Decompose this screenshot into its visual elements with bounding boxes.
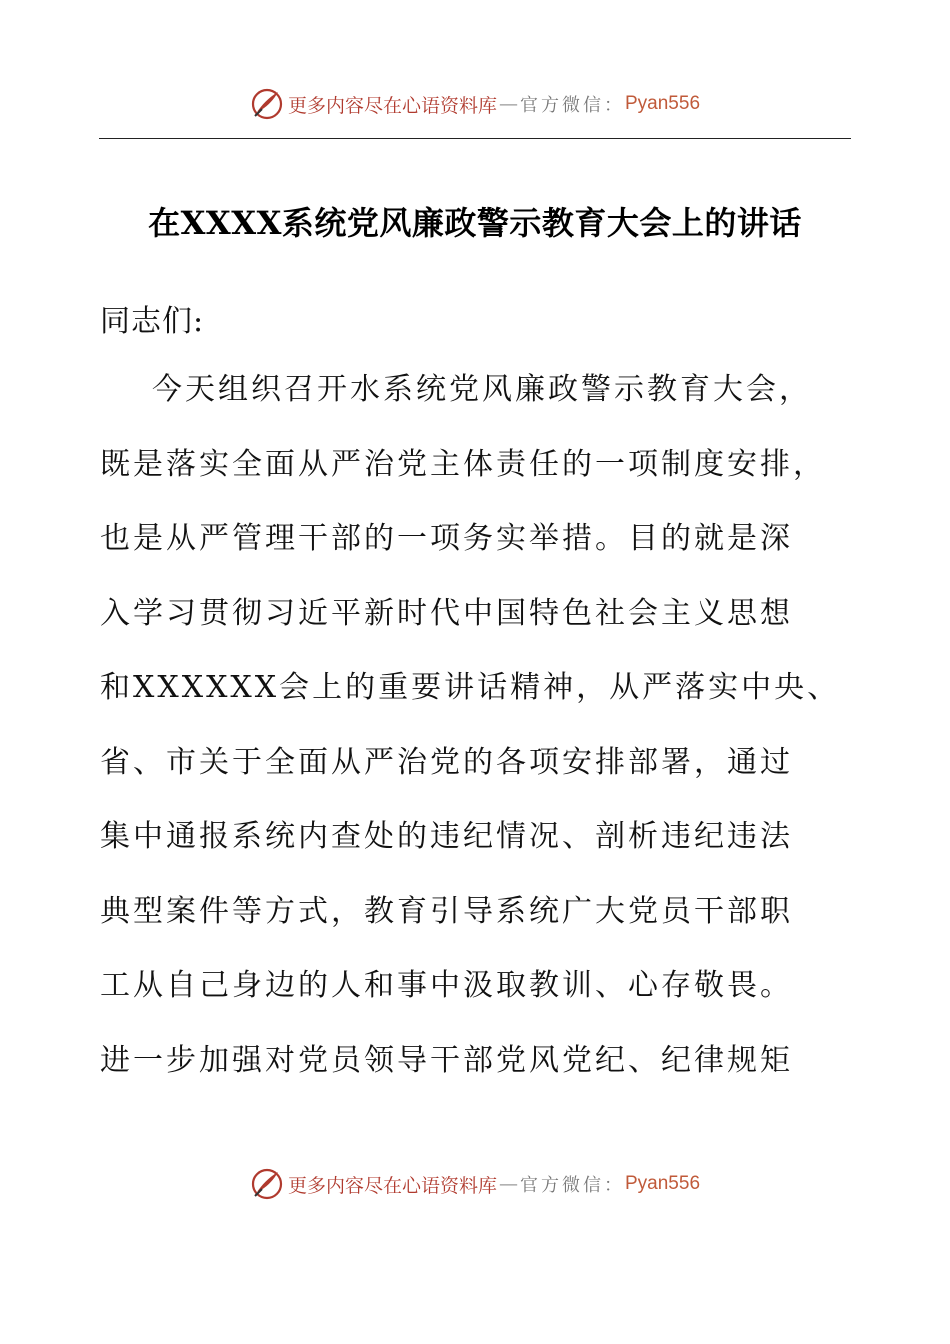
banner-wechat-id: Pyan556 xyxy=(625,93,701,114)
document-title: 在XXXX系统党风廉政警示教育大会上的讲话 xyxy=(148,204,802,242)
body-line: 入学习贯彻习近平新时代中国特色社会主义思想 xyxy=(100,595,793,631)
body-line: 集中通报系统内查处的违纪情况、剖析违纪违法 xyxy=(100,819,793,854)
banner-official-label: 官方微信： xyxy=(520,1175,625,1196)
body-line: 工从自己身边的人和事中汲取教训、心存敬畏。 xyxy=(100,968,793,1003)
banner-official-label: 官方微信： xyxy=(520,95,625,116)
body-line: 和XXXXXX会上的重要讲话精神，从严落实中央、 xyxy=(100,670,841,705)
banner-separator: — xyxy=(499,93,518,115)
body-line: 进一步加强对党员领导干部党风党纪、纪律规矩 xyxy=(100,1042,793,1078)
header-divider xyxy=(99,138,851,139)
quill-pen-circle-icon xyxy=(250,1167,284,1201)
header-banner xyxy=(0,84,950,124)
banner-site-text: 更多内容尽在心语资料库 xyxy=(287,1174,497,1197)
banner-wechat-id: Pyan556 xyxy=(625,1173,701,1194)
salutation: 同志们: xyxy=(100,304,205,339)
body-line: 典型案件等方式，教育引导系统广大党员干部职 xyxy=(100,893,793,929)
body-line: 省、市关于全面从严治党的各项安排部署，通过 xyxy=(100,744,793,780)
body-line: 也是从严管理干部的一项务实举措。目的就是深 xyxy=(100,521,793,556)
quill-pen-circle-icon xyxy=(250,87,284,121)
banner-site-text: 更多内容尽在心语资料库 xyxy=(287,94,497,117)
banner-separator: — xyxy=(499,1173,518,1195)
body-line: 既是落实全面从严治党主体责任的一项制度安排， xyxy=(100,446,826,482)
footer-banner xyxy=(0,1164,950,1204)
body-text xyxy=(100,362,870,1107)
body-line: 今天组织召开水系统党风廉政警示教育大会， xyxy=(152,372,812,407)
